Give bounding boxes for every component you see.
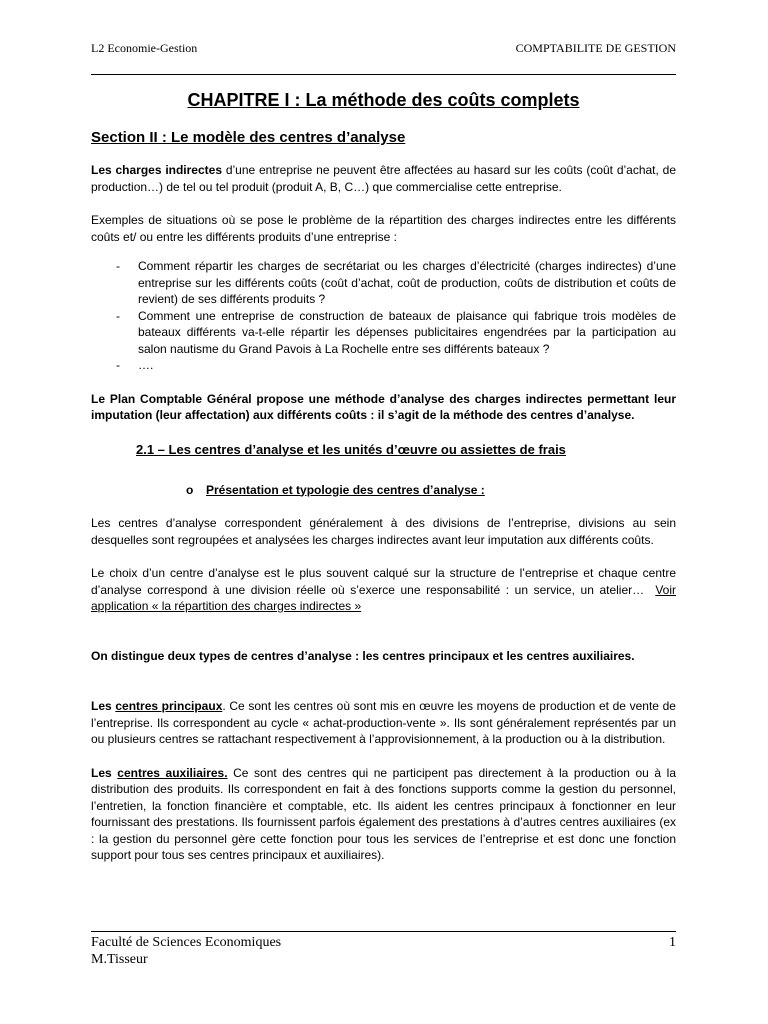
list-item-text: Comment répartir les charges de secrétariat ou les charges d’électricité (charges indirectes) d’une entreprise sur les différents coûts (coût d’achat, coût de production, coûts de distribution et coûts de revient) de ses différents produits ? <box>138 259 676 306</box>
paragraph-text: Le choix d’un centre d’analyse est le plus souvent calqué sur la structure de l’entreprise et chaque centre d’analyse correspond à une division réelle où s’exerce une responsabilité : un service, un atelier… <box>91 566 676 597</box>
list-dash: - <box>116 308 120 323</box>
paragraph-exemples: Exemples de situations où se pose le problème de la répartition des charges indirectes entre les différents coûts et/ ou entre les différents produits d’une entreprise : <box>91 213 676 244</box>
paragraph-lead-bold: Les <box>91 765 112 780</box>
paragraph-choix-centre <box>91 565 676 615</box>
footer-author: M.Tisseur <box>91 952 148 967</box>
list-dash: - <box>116 358 120 372</box>
paragraph-lead-bold: Les charges indirectes <box>91 163 223 177</box>
subsection-title: 2.1 – Les centres d’analyse et les unités d’œuvre ou assiettes de frais <box>136 441 566 457</box>
page-number: 1 <box>669 935 676 950</box>
paragraph-centres-auxiliaires <box>91 765 676 864</box>
list-item <box>91 357 676 374</box>
paragraph-pcg: Le Plan Comptable Général propose une méthode d’analyse des charges indirectes permettant leur imputation (leur affectation) aux différents coûts : il s’agit de la méthode des centres d’analyse. <box>91 391 676 422</box>
application-link[interactable]: Voir application « la répartition des charges indirectes » <box>91 582 676 613</box>
document-body <box>91 88 676 864</box>
paragraph-text: Ce sont des centres qui ne participent pas directement à la production ou à la distribution des produits. Ils correspondent en fait à des fonctions supports comme la gestion du personnel, l’entretien, la fonction financière et comptable, etc. Ils aident les centres principaux à fonctionner en leur fournissant des prestations. Ils fournissent parfois également des prestations à d’autres centres auxiliaires (ex : la gestion du personnel gère cette fonction pour tous les services de l’entreprise et est donc une fonction support pour tous ses centres principaux et auxiliaires). <box>91 765 676 862</box>
list-item-text: …. <box>138 358 154 372</box>
circle-bullet-icon: o <box>186 482 194 497</box>
paragraph-centres-definition: Les centres d’analyse correspondent généralement à des divisions de l’entreprise, divisions au sein desquelles sont regroupées et analysées les charges indirectes avant leur imputation aux différents coûts. <box>91 516 676 547</box>
chapter-title: CHAPITRE I : La méthode des coûts complets <box>187 90 580 110</box>
term-centres-auxiliaires: centres auxiliaires. <box>117 765 228 780</box>
subsubsection-heading <box>186 482 676 499</box>
footer-divider <box>91 931 676 932</box>
paragraph-charges-indirectes <box>91 162 676 195</box>
subsubsection-title: Présentation et typologie des centres d’analyse : <box>206 482 485 497</box>
header-divider <box>91 74 676 75</box>
term-centres-principaux: centres principaux <box>115 699 223 713</box>
paragraph-centres-principaux <box>91 698 676 748</box>
examples-list <box>91 258 676 374</box>
paragraph-deux-types: On distingue deux types de centres d’analyse : les centres principaux et les centres auxiliaires. <box>91 648 635 663</box>
page-header <box>91 41 676 56</box>
header-course: L2 Economie-Gestion <box>91 41 198 55</box>
section-title: Section II : Le modèle des centres d’analyse <box>91 129 406 146</box>
paragraph-lead-bold: Les <box>91 699 112 713</box>
header-subject: COMPTABILITE DE GESTION <box>515 41 676 55</box>
page-footer <box>91 934 676 968</box>
paragraph-text: . Ce sont les centres où sont mis en œuvre les moyens de production et de vente de l’entreprise. Ils correspondent au cycle « achat-production-vente ». Ils sont généralement représentés par un ou plusieurs centres se rattachant respectivement à l’approvisionnement, à la production ou à la distribution. <box>91 699 676 746</box>
footer-faculty: Faculté de Sciences Economiques <box>91 935 282 950</box>
list-item-text: Comment une entreprise de construction de bateaux de plaisance qui fabrique trois modèles de bateaux différents va-t-elle répartir les dépenses publicitaires engendrées par la participation au salon nautisme du Grand Pavois à La Rochelle entre ses différents bateaux ? <box>138 308 676 356</box>
list-item <box>91 258 676 308</box>
list-item <box>91 308 676 358</box>
paragraph-text: d’une entreprise ne peuvent être affectées au hasard sur les coûts (coût d’achat, de production…) de tel ou tel produit (produit A, B, C…) que commercialise cette entreprise. <box>91 163 676 194</box>
list-dash: - <box>116 259 120 273</box>
